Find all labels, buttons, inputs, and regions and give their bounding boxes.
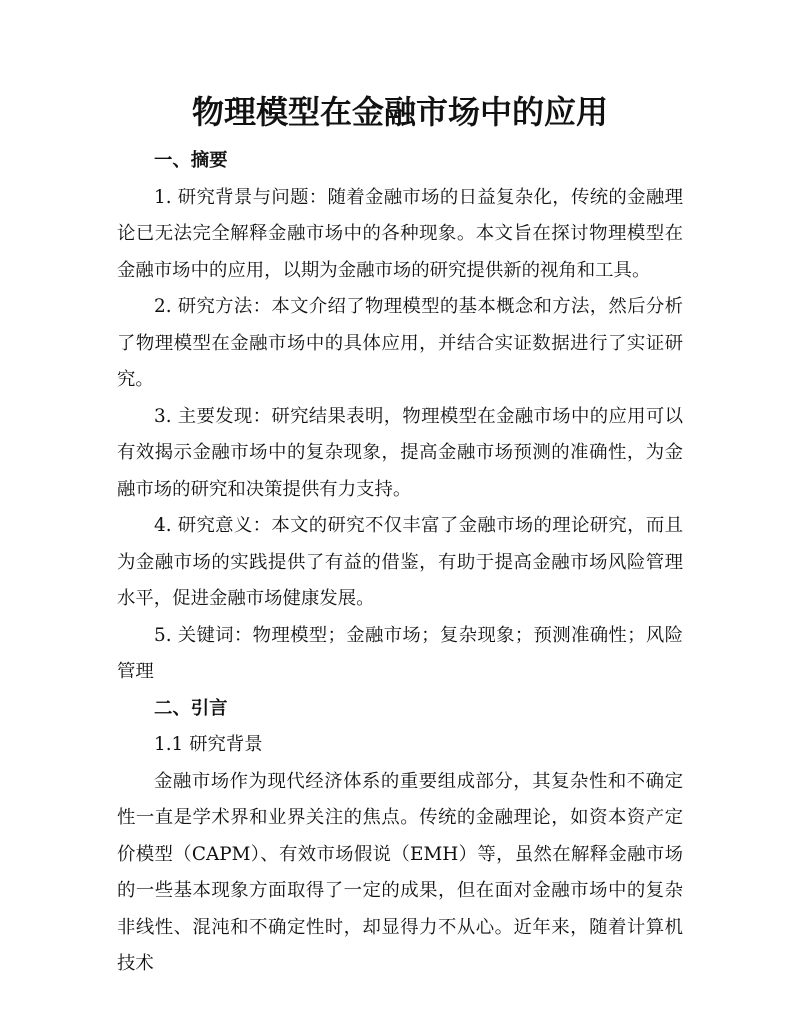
subsection-heading-background: 1.1 研究背景 xyxy=(154,734,263,755)
section-heading-abstract: 一、摘要 xyxy=(154,150,228,171)
abstract-paragraph-3: 3. 主要发现：研究结果表明，物理模型在金融市场中的应用可以有效揭示金融市场中的复杂现象，提高金融市场预测的准确性，为金融市场的研究和决策提供有力支持。 xyxy=(117,405,683,500)
abstract-paragraph-4: 4. 研究意义：本文的研究不仅丰富了金融市场的理论研究，而且为金融市场的实践提供了有益的借鉴，有助于提高金融市场风险管理水平，促进金融市场健康发展。 xyxy=(117,515,683,609)
section-heading-introduction: 二、引言 xyxy=(154,697,228,719)
document-title: 物理模型在金融市场中的应用 xyxy=(191,93,608,131)
document-body xyxy=(117,143,683,983)
keywords-paragraph: 5. 关键词：物理模型；金融市场；复杂现象；预测准确性；风险管理 xyxy=(117,624,683,682)
introduction-paragraph: 金融市场作为现代经济体系的重要组成部分，其复杂性和不确定性一直是学术界和业界关注的焦点。传统的金融理论，如资本资产定价模型（CAPM）、有效市场假说（EMH）等，虽然在解释金融市场的一些基本现象方面取得了一定的成果，但在面对金融市场中的复杂非线性、混沌和不确定性时，却显得力不从心。近年来，随着计算机技术 xyxy=(117,770,683,974)
abstract-paragraph-1: 1. 研究背景与问题：随着金融市场的日益复杂化，传统的金融理论已无法完全解释金融市场中的各种现象。本文旨在探讨物理模型在金融市场中的应用，以期为金融市场的研究提供新的视角和工具。 xyxy=(117,186,683,281)
abstract-paragraph-2: 2. 研究方法：本文介绍了物理模型的基本概念和方法，然后分析了物理模型在金融市场中的具体应用，并结合实证数据进行了实证研究。 xyxy=(117,296,683,390)
